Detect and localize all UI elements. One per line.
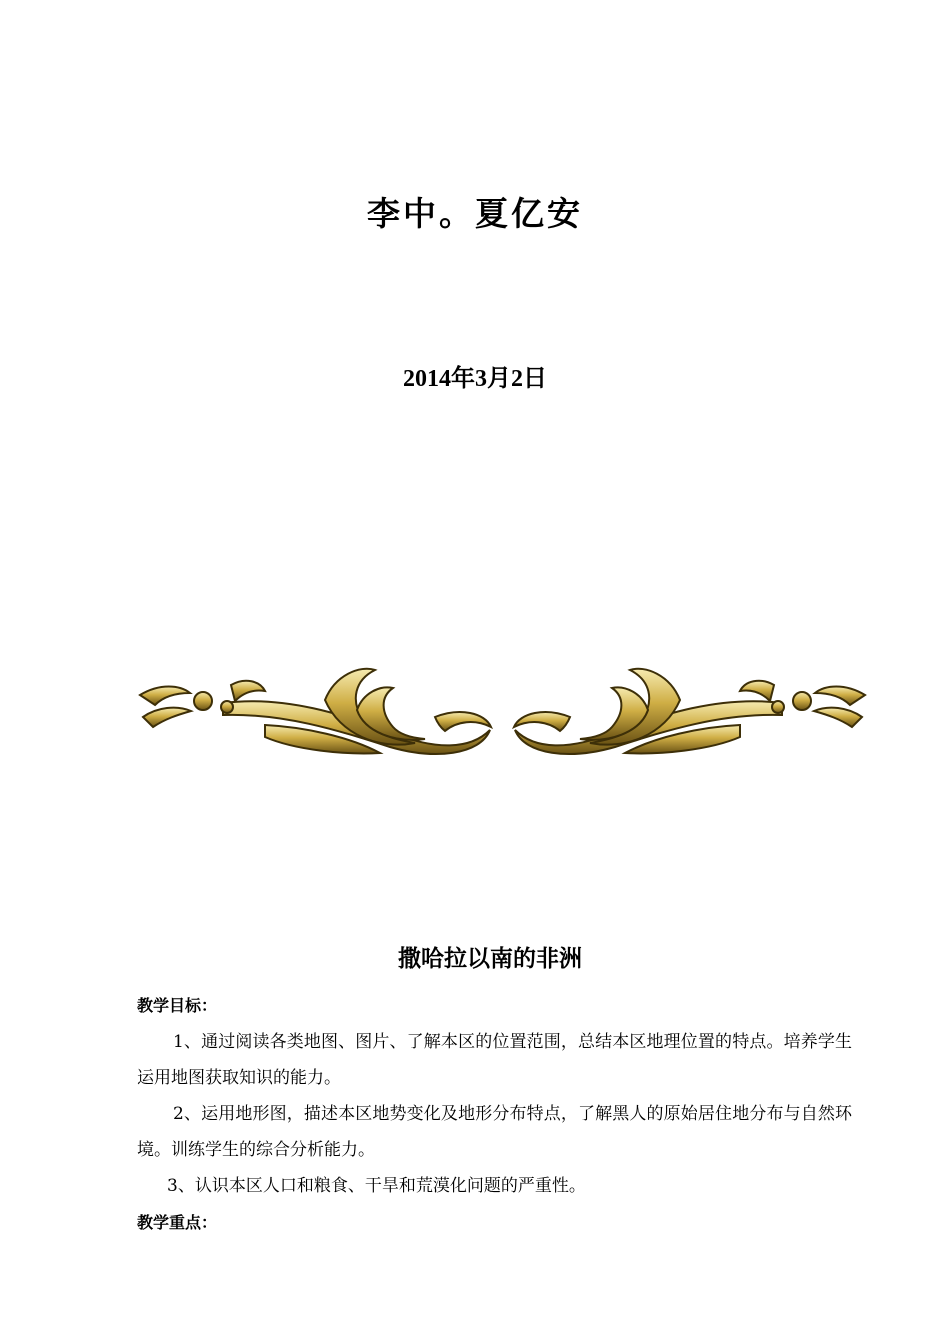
author-name: 李中。夏亿安	[367, 194, 583, 233]
document-date: 2014年3月2日	[403, 366, 547, 392]
gold-scroll-ornament	[135, 655, 870, 765]
objective-item-3: 3、认识本区人口和粮食、干旱和荒漠化问题的严重性。	[167, 1176, 586, 1196]
lesson-title: 撒哈拉以南的非洲	[398, 946, 582, 972]
objectives-heading: 教学目标：	[137, 996, 218, 1015]
objective-item-1: 1、通过阅读各类地图、图片、了解本区的位置范围，总结本区地理位置的特点。培养学生运用地图获取知识的能力。	[137, 1032, 852, 1088]
key-points-heading: 教学重点：	[137, 1213, 218, 1232]
objective-item-2: 2、运用地形图，描述本区地势变化及地形分布特点，了解黑人的原始居住地分布与自然环境。训练学生的综合分析能力。	[137, 1104, 852, 1160]
